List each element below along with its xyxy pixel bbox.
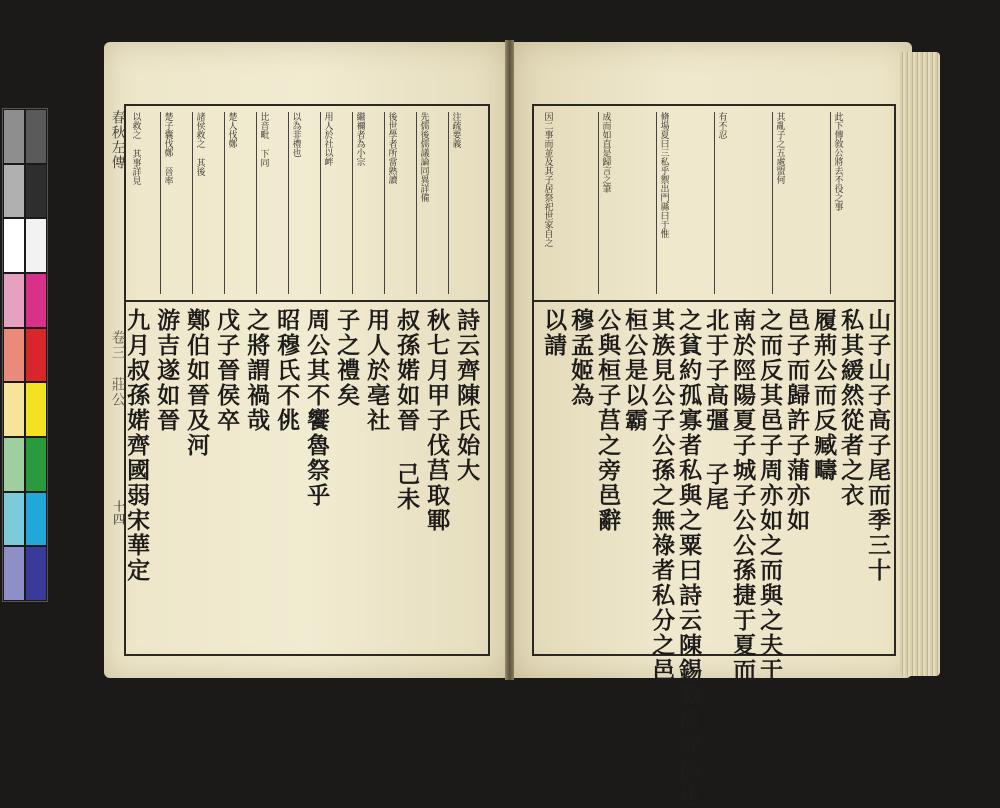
column-rule — [656, 112, 657, 294]
text-column: 鄭伯如晉及河 — [183, 308, 211, 458]
left-margin-volume: 卷三 莊公 — [109, 330, 126, 407]
note-column: 用人於社以衅 — [322, 112, 333, 166]
book-gutter — [505, 40, 514, 680]
text-column: 秋七月甲子伐莒取鄆 — [423, 308, 451, 533]
note-column: 成而如直是歸言之筆 — [600, 112, 611, 193]
left-page-number: 十四 — [111, 500, 126, 526]
note-column: 以為非禮也 — [290, 112, 301, 157]
text-column: 公與桓子莒之旁邑辭 — [594, 308, 622, 533]
note-column: 其亂子之五處盟何 — [774, 112, 785, 184]
calibration-swatch — [25, 164, 47, 219]
text-column: 九月叔孫婼齊國弱宋華定 — [123, 308, 151, 583]
column-rule — [160, 112, 161, 294]
text-column: 之而反其邑子周亦如之而與之夫于 — [756, 308, 784, 683]
note-column: 比音毗 下同 — [258, 112, 269, 167]
calibration-swatch — [25, 546, 47, 601]
calibration-swatch — [25, 382, 47, 437]
text-column: 履荊公而反臧疇 — [810, 308, 838, 483]
text-column: 詩云齊陳氏始大 — [453, 308, 481, 483]
note-column: 因二事而並及其子居祭祀世家自之 — [542, 112, 553, 247]
text-column: 用人於亳社 — [363, 308, 391, 433]
note-column: 諸侯救之 其後 — [194, 112, 205, 176]
column-rule — [714, 112, 715, 294]
left-margin-title: 春秋左傳 — [109, 110, 126, 170]
calibration-swatch — [3, 437, 25, 492]
text-column: 叔孫婼如晉 己未 — [393, 308, 421, 512]
page-edges — [900, 52, 940, 676]
column-rule — [830, 112, 831, 294]
note-column: 此下傳敘公將去不役之事 — [832, 112, 843, 211]
calibration-swatch — [25, 437, 47, 492]
note-column: 後世學者所當熟讀 — [386, 112, 397, 184]
column-rule — [256, 112, 257, 294]
text-column: 之將謂禍哉 — [243, 308, 271, 433]
calibration-swatch — [3, 164, 25, 219]
text-column: 周公其不饗魯祭乎 — [303, 308, 331, 508]
column-rule — [320, 112, 321, 294]
column-rule — [448, 112, 449, 294]
note-column: 楚人伐鄭 — [226, 112, 237, 148]
calibration-swatch — [3, 273, 25, 328]
text-column: 山子山子高子尾而季三十 — [864, 308, 892, 583]
note-column: 脩場夏曰三私乎禦出門縣曰于惟 — [658, 112, 669, 238]
text-column: 邑子而歸許子蒲亦如 — [783, 308, 811, 533]
note-column: 有不忍 — [716, 112, 727, 139]
calibration-swatch — [25, 328, 47, 383]
text-column: 私其緩然從者之衣 — [837, 308, 865, 508]
calibration-swatch — [3, 546, 25, 601]
note-column: 以救之 其事詳見 — [130, 112, 141, 185]
calibration-swatch — [25, 109, 47, 164]
column-rule — [384, 112, 385, 294]
left-notes-divider — [124, 300, 488, 302]
calibration-swatch — [3, 328, 25, 383]
calibration-swatch — [25, 273, 47, 328]
text-column: 北于子高彊 子尾 — [702, 308, 730, 512]
text-column: 穆孟姬為 — [567, 308, 595, 408]
calibration-swatch — [25, 492, 47, 547]
text-column: 南於陘陽夏子城子公公孫捷于夏而 — [729, 308, 757, 683]
column-rule — [352, 112, 353, 294]
text-column: 昭穆氏不佻 — [273, 308, 301, 433]
column-rule — [192, 112, 193, 294]
column-rule — [224, 112, 225, 294]
calibration-swatch — [3, 492, 25, 547]
calibration-swatch — [3, 218, 25, 273]
text-column: 桓公是以霸 — [621, 308, 649, 433]
column-rule — [772, 112, 773, 294]
text-column: 子之禮矣 — [333, 308, 361, 408]
right-notes-divider — [532, 300, 894, 302]
column-rule — [598, 112, 599, 294]
color-calibration-strip — [2, 108, 48, 602]
note-column: 先儒後儒議論同異詳備 — [418, 112, 429, 202]
note-column: 繼禰者為小宗 — [354, 112, 365, 166]
note-column: 楚子囊伐鄭 晉率 — [162, 112, 173, 185]
calibration-swatch — [3, 109, 25, 164]
text-column: 以請 — [540, 308, 568, 358]
calibration-swatch — [3, 382, 25, 437]
text-column: 戊子晉侯卒 — [213, 308, 241, 433]
calibration-swatch — [25, 218, 47, 273]
text-column: 之貧約孤寡者私與之粟曰詩云陳錫載周能施也 — [675, 308, 703, 808]
column-rule — [288, 112, 289, 294]
text-column: 游吉遂如晉 — [153, 308, 181, 433]
column-rule — [416, 112, 417, 294]
note-column: 注疏要義 — [450, 112, 461, 148]
text-column: 其族見公子公孫之無祿者私分之邑 — [648, 308, 676, 683]
